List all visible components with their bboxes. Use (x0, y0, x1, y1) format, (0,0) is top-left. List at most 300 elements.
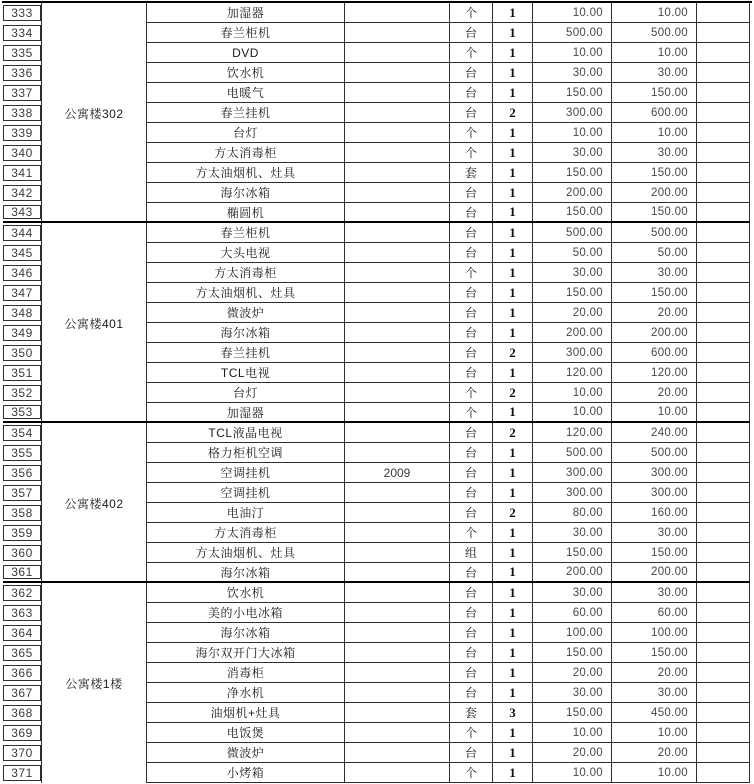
location-cell[interactable] (41, 483, 147, 503)
quantity-cell[interactable]: 1 (493, 203, 533, 221)
location-cell[interactable] (41, 663, 147, 683)
trailing-empty-cell[interactable] (697, 23, 750, 43)
row-number-cell[interactable]: 333 (3, 5, 41, 21)
year-cell[interactable] (345, 383, 450, 403)
total-price-cell[interactable]: 200.00 (612, 323, 697, 343)
quantity-cell[interactable]: 1 (493, 183, 533, 203)
unit-cell[interactable]: 台 (450, 643, 493, 663)
item-name-cell[interactable]: 方太油烟机、灶具 (147, 543, 345, 563)
unit-cell[interactable]: 台 (450, 483, 493, 503)
row-number-cell[interactable]: 348 (3, 305, 41, 321)
item-name-cell[interactable]: 方太消毒柜 (147, 143, 345, 163)
location-cell[interactable] (41, 703, 147, 723)
unit-cell[interactable]: 台 (450, 603, 493, 623)
trailing-empty-cell[interactable] (697, 563, 750, 581)
unit-cell[interactable]: 台 (450, 323, 493, 343)
unit-cell[interactable]: 个 (450, 143, 493, 163)
item-name-cell[interactable]: TCL液晶电视 (147, 423, 345, 443)
quantity-cell[interactable]: 1 (493, 643, 533, 663)
item-name-cell[interactable]: 加湿器 (147, 3, 345, 23)
location-cell[interactable] (41, 543, 147, 563)
item-name-cell[interactable]: DVD (147, 43, 345, 63)
total-price-cell[interactable]: 50.00 (612, 243, 697, 263)
trailing-empty-cell[interactable] (697, 43, 750, 63)
trailing-empty-cell[interactable] (697, 663, 750, 683)
row-number-cell[interactable]: 337 (3, 85, 41, 101)
quantity-cell[interactable]: 1 (493, 363, 533, 383)
location-cell[interactable] (41, 343, 147, 363)
unit-price-cell[interactable]: 150.00 (533, 703, 612, 723)
year-cell[interactable] (345, 163, 450, 183)
trailing-empty-cell[interactable] (697, 323, 750, 343)
quantity-cell[interactable]: 1 (493, 603, 533, 623)
year-cell[interactable] (345, 623, 450, 643)
location-cell[interactable] (41, 363, 147, 383)
item-name-cell[interactable]: 消毒柜 (147, 663, 345, 683)
total-price-cell[interactable]: 10.00 (612, 123, 697, 143)
year-cell[interactable] (345, 203, 450, 221)
item-name-cell[interactable]: 电暖气 (147, 83, 345, 103)
item-name-cell[interactable]: 格力柜机空调 (147, 443, 345, 463)
year-cell[interactable] (345, 663, 450, 683)
unit-cell[interactable]: 台 (450, 463, 493, 483)
unit-price-cell[interactable]: 30.00 (533, 523, 612, 543)
row-number-cell[interactable]: 349 (3, 325, 41, 341)
location-cell[interactable] (41, 143, 147, 163)
unit-price-cell[interactable]: 200.00 (533, 323, 612, 343)
quantity-cell[interactable]: 1 (493, 523, 533, 543)
unit-cell[interactable]: 套 (450, 703, 493, 723)
quantity-cell[interactable]: 1 (493, 283, 533, 303)
unit-price-cell[interactable]: 200.00 (533, 563, 612, 581)
year-cell[interactable] (345, 363, 450, 383)
total-price-cell[interactable]: 30.00 (612, 683, 697, 703)
unit-price-cell[interactable]: 150.00 (533, 643, 612, 663)
quantity-cell[interactable]: 1 (493, 563, 533, 581)
location-cell[interactable] (41, 763, 147, 783)
unit-price-cell[interactable]: 500.00 (533, 223, 612, 243)
trailing-empty-cell[interactable] (697, 763, 750, 783)
quantity-cell[interactable]: 1 (493, 463, 533, 483)
trailing-empty-cell[interactable] (697, 583, 750, 603)
row-number-cell[interactable]: 367 (3, 685, 41, 701)
quantity-cell[interactable]: 1 (493, 23, 533, 43)
year-cell[interactable] (345, 183, 450, 203)
total-price-cell[interactable]: 30.00 (612, 523, 697, 543)
item-name-cell[interactable]: 净水机 (147, 683, 345, 703)
total-price-cell[interactable]: 20.00 (612, 743, 697, 763)
unit-cell[interactable]: 个 (450, 123, 493, 143)
unit-cell[interactable]: 台 (450, 203, 493, 221)
year-cell[interactable] (345, 103, 450, 123)
quantity-cell[interactable]: 3 (493, 703, 533, 723)
location-merged-cell[interactable]: 公寓楼1楼 (65, 676, 123, 691)
trailing-empty-cell[interactable] (697, 723, 750, 743)
trailing-empty-cell[interactable] (697, 3, 750, 23)
item-name-cell[interactable]: 海尔冰箱 (147, 623, 345, 643)
trailing-empty-cell[interactable] (697, 183, 750, 203)
row-number-cell[interactable]: 344 (3, 225, 41, 241)
trailing-empty-cell[interactable] (697, 683, 750, 703)
quantity-cell[interactable]: 1 (493, 663, 533, 683)
quantity-cell[interactable]: 1 (493, 163, 533, 183)
row-number-cell[interactable]: 336 (3, 65, 41, 81)
location-cell[interactable] (41, 243, 147, 263)
quantity-cell[interactable]: 1 (493, 143, 533, 163)
unit-cell[interactable]: 台 (450, 363, 493, 383)
year-cell[interactable] (345, 523, 450, 543)
location-cell[interactable] (41, 723, 147, 743)
item-name-cell[interactable]: 方太油烟机、灶具 (147, 163, 345, 183)
item-name-cell[interactable]: 加湿器 (147, 403, 345, 421)
location-merged-cell[interactable]: 公寓楼302 (64, 106, 124, 121)
unit-price-cell[interactable]: 30.00 (533, 143, 612, 163)
item-name-cell[interactable]: TCL电视 (147, 363, 345, 383)
year-cell[interactable] (345, 143, 450, 163)
unit-cell[interactable]: 台 (450, 243, 493, 263)
location-cell[interactable] (41, 43, 147, 63)
year-cell[interactable] (345, 123, 450, 143)
location-cell[interactable] (41, 523, 147, 543)
quantity-cell[interactable]: 2 (493, 503, 533, 523)
trailing-empty-cell[interactable] (697, 423, 750, 443)
unit-price-cell[interactable]: 20.00 (533, 303, 612, 323)
total-price-cell[interactable]: 10.00 (612, 723, 697, 743)
unit-price-cell[interactable]: 50.00 (533, 243, 612, 263)
location-cell[interactable] (41, 503, 147, 523)
location-cell[interactable] (41, 23, 147, 43)
row-number-cell[interactable]: 371 (3, 765, 41, 781)
unit-cell[interactable]: 个 (450, 263, 493, 283)
row-number-cell[interactable]: 342 (3, 185, 41, 201)
trailing-empty-cell[interactable] (697, 523, 750, 543)
total-price-cell[interactable]: 150.00 (612, 643, 697, 663)
unit-price-cell[interactable]: 30.00 (533, 583, 612, 603)
unit-cell[interactable]: 个 (450, 723, 493, 743)
location-cell[interactable] (41, 323, 147, 343)
row-number-cell[interactable]: 350 (3, 345, 41, 361)
trailing-empty-cell[interactable] (697, 143, 750, 163)
total-price-cell[interactable]: 30.00 (612, 583, 697, 603)
location-cell[interactable] (41, 203, 147, 221)
unit-price-cell[interactable]: 150.00 (533, 83, 612, 103)
item-name-cell[interactable]: 电饭煲 (147, 723, 345, 743)
location-cell[interactable] (41, 463, 147, 483)
total-price-cell[interactable]: 60.00 (612, 603, 697, 623)
row-number-cell[interactable]: 347 (3, 285, 41, 301)
trailing-empty-cell[interactable] (697, 543, 750, 563)
unit-price-cell[interactable]: 30.00 (533, 63, 612, 83)
unit-cell[interactable]: 个 (450, 763, 493, 783)
row-number-cell[interactable]: 356 (3, 465, 41, 481)
unit-cell[interactable]: 台 (450, 63, 493, 83)
item-name-cell[interactable]: 饮水机 (147, 583, 345, 603)
year-cell[interactable] (345, 83, 450, 103)
unit-price-cell[interactable]: 10.00 (533, 723, 612, 743)
unit-cell[interactable]: 台 (450, 623, 493, 643)
quantity-cell[interactable]: 1 (493, 403, 533, 421)
location-merged-cell[interactable]: 公寓楼402 (64, 496, 124, 511)
trailing-empty-cell[interactable] (697, 123, 750, 143)
unit-price-cell[interactable]: 10.00 (533, 123, 612, 143)
row-number-cell[interactable]: 352 (3, 385, 41, 401)
year-cell[interactable] (345, 223, 450, 243)
total-price-cell[interactable]: 150.00 (612, 83, 697, 103)
unit-price-cell[interactable]: 300.00 (533, 463, 612, 483)
row-number-cell[interactable]: 340 (3, 145, 41, 161)
year-cell[interactable] (345, 603, 450, 623)
total-price-cell[interactable]: 600.00 (612, 343, 697, 363)
item-name-cell[interactable]: 海尔双开门大冰箱 (147, 643, 345, 663)
location-cell[interactable] (41, 683, 147, 703)
total-price-cell[interactable]: 10.00 (612, 3, 697, 23)
location-cell[interactable] (41, 383, 147, 403)
quantity-cell[interactable]: 1 (493, 263, 533, 283)
location-cell[interactable] (41, 123, 147, 143)
unit-price-cell[interactable]: 500.00 (533, 443, 612, 463)
quantity-cell[interactable]: 1 (493, 243, 533, 263)
location-cell[interactable] (41, 103, 147, 123)
total-price-cell[interactable]: 20.00 (612, 383, 697, 403)
item-name-cell[interactable]: 椭圆机 (147, 203, 345, 221)
year-cell[interactable] (345, 263, 450, 283)
row-number-cell[interactable]: 355 (3, 445, 41, 461)
row-number-cell[interactable]: 341 (3, 165, 41, 181)
unit-price-cell[interactable]: 300.00 (533, 103, 612, 123)
unit-price-cell[interactable]: 150.00 (533, 283, 612, 303)
quantity-cell[interactable]: 2 (493, 343, 533, 363)
quantity-cell[interactable]: 2 (493, 103, 533, 123)
unit-price-cell[interactable]: 30.00 (533, 683, 612, 703)
quantity-cell[interactable]: 1 (493, 483, 533, 503)
unit-cell[interactable]: 台 (450, 303, 493, 323)
unit-cell[interactable]: 台 (450, 103, 493, 123)
unit-price-cell[interactable]: 10.00 (533, 383, 612, 403)
location-cell[interactable] (41, 223, 147, 243)
row-number-cell[interactable]: 345 (3, 245, 41, 261)
unit-cell[interactable]: 台 (450, 663, 493, 683)
row-number-cell[interactable]: 354 (3, 425, 41, 441)
unit-cell[interactable]: 台 (450, 343, 493, 363)
trailing-empty-cell[interactable] (697, 503, 750, 523)
location-cell[interactable] (41, 623, 147, 643)
row-number-cell[interactable]: 334 (3, 25, 41, 41)
row-number-cell[interactable]: 335 (3, 45, 41, 61)
item-name-cell[interactable]: 微波炉 (147, 743, 345, 763)
unit-price-cell[interactable]: 20.00 (533, 663, 612, 683)
unit-cell[interactable]: 台 (450, 183, 493, 203)
trailing-empty-cell[interactable] (697, 283, 750, 303)
trailing-empty-cell[interactable] (697, 483, 750, 503)
item-name-cell[interactable]: 空调挂机 (147, 483, 345, 503)
item-name-cell[interactable]: 方太油烟机、灶具 (147, 283, 345, 303)
item-name-cell[interactable]: 春兰挂机 (147, 103, 345, 123)
quantity-cell[interactable]: 1 (493, 443, 533, 463)
row-number-cell[interactable]: 362 (3, 585, 41, 601)
location-cell[interactable] (41, 263, 147, 283)
row-number-cell[interactable]: 359 (3, 525, 41, 541)
trailing-empty-cell[interactable] (697, 83, 750, 103)
total-price-cell[interactable]: 150.00 (612, 203, 697, 221)
total-price-cell[interactable]: 20.00 (612, 663, 697, 683)
quantity-cell[interactable]: 1 (493, 83, 533, 103)
total-price-cell[interactable]: 30.00 (612, 263, 697, 283)
quantity-cell[interactable]: 1 (493, 763, 533, 783)
unit-cell[interactable]: 台 (450, 563, 493, 581)
location-merged-cell[interactable]: 公寓楼401 (64, 316, 124, 331)
row-number-cell[interactable]: 357 (3, 485, 41, 501)
trailing-empty-cell[interactable] (697, 223, 750, 243)
total-price-cell[interactable]: 160.00 (612, 503, 697, 523)
quantity-cell[interactable]: 1 (493, 3, 533, 23)
trailing-empty-cell[interactable] (697, 263, 750, 283)
unit-price-cell[interactable]: 150.00 (533, 543, 612, 563)
unit-price-cell[interactable]: 200.00 (533, 183, 612, 203)
total-price-cell[interactable]: 300.00 (612, 463, 697, 483)
unit-price-cell[interactable]: 300.00 (533, 483, 612, 503)
trailing-empty-cell[interactable] (697, 443, 750, 463)
unit-cell[interactable]: 台 (450, 683, 493, 703)
quantity-cell[interactable]: 1 (493, 683, 533, 703)
year-cell[interactable] (345, 283, 450, 303)
total-price-cell[interactable]: 30.00 (612, 143, 697, 163)
quantity-cell[interactable]: 2 (493, 383, 533, 403)
location-cell[interactable] (41, 183, 147, 203)
total-price-cell[interactable]: 500.00 (612, 443, 697, 463)
item-name-cell[interactable]: 春兰挂机 (147, 343, 345, 363)
row-number-cell[interactable]: 369 (3, 725, 41, 741)
year-cell[interactable] (345, 763, 450, 783)
row-number-cell[interactable]: 370 (3, 745, 41, 761)
total-price-cell[interactable]: 500.00 (612, 223, 697, 243)
unit-cell[interactable]: 台 (450, 83, 493, 103)
quantity-cell[interactable]: 1 (493, 323, 533, 343)
year-cell[interactable]: 2009 (345, 463, 450, 483)
location-cell[interactable] (41, 163, 147, 183)
total-price-cell[interactable]: 300.00 (612, 483, 697, 503)
row-number-cell[interactable]: 366 (3, 665, 41, 681)
total-price-cell[interactable]: 450.00 (612, 703, 697, 723)
year-cell[interactable] (345, 423, 450, 443)
location-cell[interactable] (41, 63, 147, 83)
item-name-cell[interactable]: 台灯 (147, 123, 345, 143)
unit-cell[interactable]: 个 (450, 43, 493, 63)
quantity-cell[interactable]: 1 (493, 543, 533, 563)
unit-cell[interactable]: 个 (450, 3, 493, 23)
item-name-cell[interactable]: 大头电视 (147, 243, 345, 263)
quantity-cell[interactable]: 1 (493, 123, 533, 143)
trailing-empty-cell[interactable] (697, 403, 750, 421)
total-price-cell[interactable]: 10.00 (612, 763, 697, 783)
quantity-cell[interactable]: 1 (493, 63, 533, 83)
trailing-empty-cell[interactable] (697, 243, 750, 263)
quantity-cell[interactable]: 1 (493, 223, 533, 243)
year-cell[interactable] (345, 63, 450, 83)
location-cell[interactable] (41, 603, 147, 623)
location-cell[interactable] (41, 583, 147, 603)
item-name-cell[interactable]: 海尔冰箱 (147, 563, 345, 581)
quantity-cell[interactable]: 1 (493, 303, 533, 323)
unit-cell[interactable]: 套 (450, 163, 493, 183)
year-cell[interactable] (345, 303, 450, 323)
unit-price-cell[interactable]: 100.00 (533, 623, 612, 643)
unit-price-cell[interactable]: 10.00 (533, 43, 612, 63)
year-cell[interactable] (345, 43, 450, 63)
row-number-cell[interactable]: 343 (3, 205, 41, 219)
unit-price-cell[interactable]: 10.00 (533, 763, 612, 783)
total-price-cell[interactable]: 100.00 (612, 623, 697, 643)
item-name-cell[interactable]: 小烤箱 (147, 763, 345, 783)
row-number-cell[interactable]: 365 (3, 645, 41, 661)
trailing-empty-cell[interactable] (697, 383, 750, 403)
unit-price-cell[interactable]: 20.00 (533, 743, 612, 763)
row-number-cell[interactable]: 358 (3, 505, 41, 521)
row-number-cell[interactable]: 360 (3, 545, 41, 561)
location-cell[interactable] (41, 443, 147, 463)
trailing-empty-cell[interactable] (697, 303, 750, 323)
unit-cell[interactable]: 台 (450, 583, 493, 603)
unit-cell[interactable]: 台 (450, 283, 493, 303)
year-cell[interactable] (345, 703, 450, 723)
total-price-cell[interactable]: 10.00 (612, 403, 697, 421)
trailing-empty-cell[interactable] (697, 343, 750, 363)
year-cell[interactable] (345, 583, 450, 603)
unit-cell[interactable]: 个 (450, 523, 493, 543)
year-cell[interactable] (345, 563, 450, 581)
location-cell[interactable] (41, 83, 147, 103)
unit-cell[interactable]: 台 (450, 223, 493, 243)
item-name-cell[interactable]: 饮水机 (147, 63, 345, 83)
year-cell[interactable] (345, 243, 450, 263)
row-number-cell[interactable]: 346 (3, 265, 41, 281)
item-name-cell[interactable]: 方太消毒柜 (147, 263, 345, 283)
unit-price-cell[interactable]: 500.00 (533, 23, 612, 43)
trailing-empty-cell[interactable] (697, 363, 750, 383)
year-cell[interactable] (345, 543, 450, 563)
row-number-cell[interactable]: 339 (3, 125, 41, 141)
year-cell[interactable] (345, 443, 450, 463)
unit-cell[interactable]: 台 (450, 23, 493, 43)
location-cell[interactable] (41, 423, 147, 443)
total-price-cell[interactable]: 200.00 (612, 563, 697, 581)
unit-price-cell[interactable]: 150.00 (533, 203, 612, 221)
location-cell[interactable] (41, 563, 147, 581)
item-name-cell[interactable]: 台灯 (147, 383, 345, 403)
total-price-cell[interactable]: 150.00 (612, 163, 697, 183)
quantity-cell[interactable]: 1 (493, 743, 533, 763)
trailing-empty-cell[interactable] (697, 163, 750, 183)
item-name-cell[interactable]: 美的小电冰箱 (147, 603, 345, 623)
trailing-empty-cell[interactable] (697, 463, 750, 483)
row-number-cell[interactable]: 364 (3, 625, 41, 641)
unit-price-cell[interactable]: 10.00 (533, 3, 612, 23)
unit-price-cell[interactable]: 10.00 (533, 403, 612, 421)
unit-cell[interactable]: 个 (450, 403, 493, 421)
unit-price-cell[interactable]: 120.00 (533, 423, 612, 443)
quantity-cell[interactable]: 1 (493, 583, 533, 603)
year-cell[interactable] (345, 503, 450, 523)
unit-cell[interactable]: 个 (450, 383, 493, 403)
location-cell[interactable] (41, 643, 147, 663)
row-number-cell[interactable]: 351 (3, 365, 41, 381)
total-price-cell[interactable]: 20.00 (612, 303, 697, 323)
trailing-empty-cell[interactable] (697, 703, 750, 723)
total-price-cell[interactable]: 150.00 (612, 543, 697, 563)
year-cell[interactable] (345, 643, 450, 663)
unit-price-cell[interactable]: 150.00 (533, 163, 612, 183)
trailing-empty-cell[interactable] (697, 743, 750, 763)
row-number-cell[interactable]: 338 (3, 105, 41, 121)
